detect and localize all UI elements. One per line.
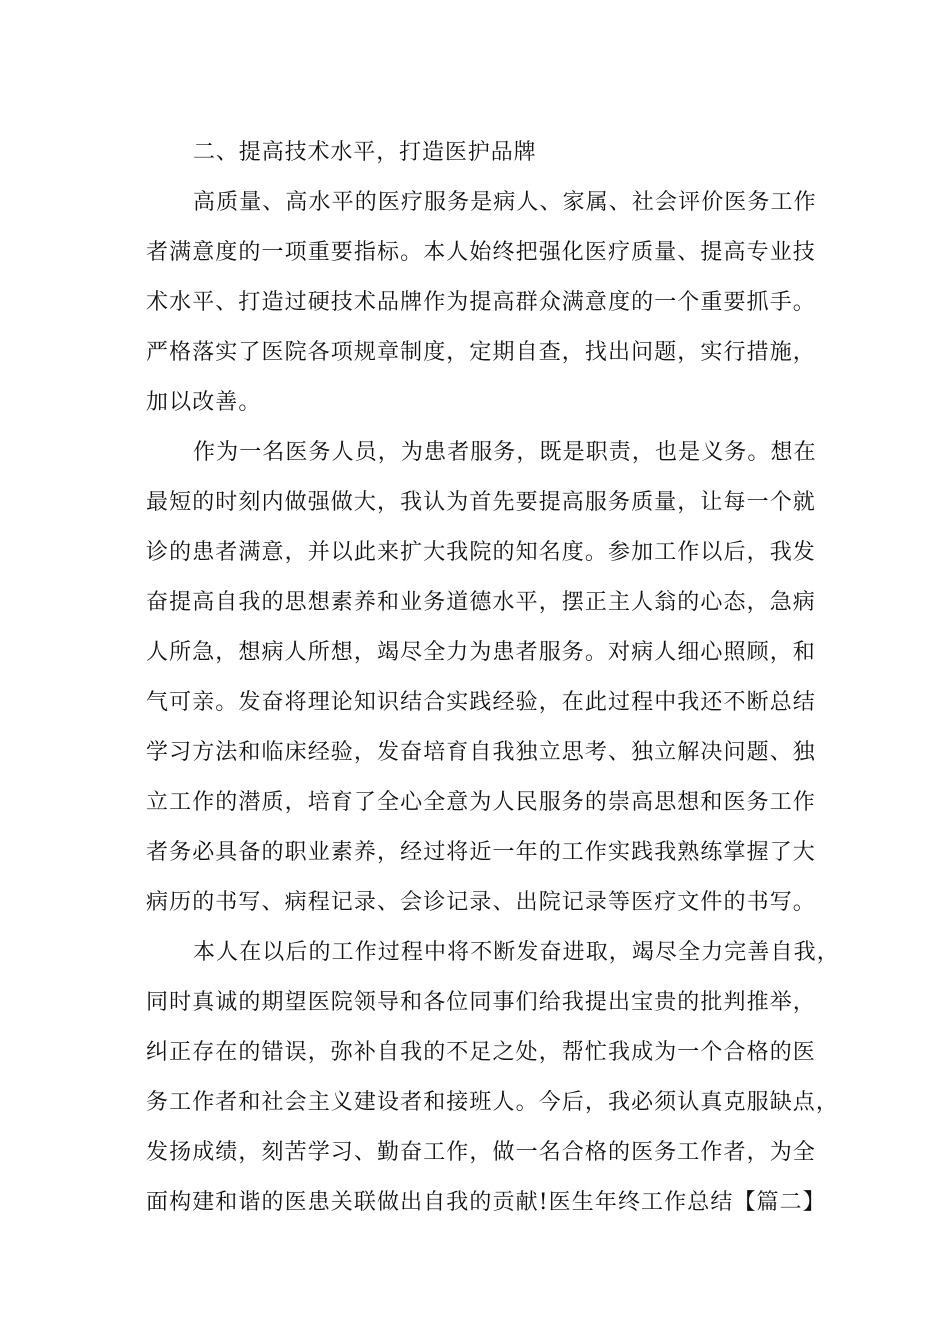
- paragraph-line: 诊的患者满意，并以此来扩大我院的知名度。参加工作以后，我发: [146, 540, 816, 565]
- paragraph-line: 人所急，想病人所想，竭尽全力为患者服务。对病人细心照顾，和: [146, 640, 816, 665]
- paragraph-line: 务工作者和社会主义建设者和接班人。今后，我必须认真克服缺点，: [146, 1090, 840, 1115]
- paragraph-1: [146, 178, 816, 428]
- section-heading: 二、提高技术水平，打造医护品牌: [193, 140, 537, 165]
- paragraph-line: 病历的书写、病程记录、会诊记录、出院记录等医疗文件的书写。: [146, 890, 816, 915]
- paragraph-line: 面构建和谐的医患关联做出自我的贡献!医生年终工作总结【篇二】: [146, 1190, 826, 1215]
- paragraph-line: 作为一名医务人员，为患者服务，既是职责，也是义务。想在: [193, 440, 817, 465]
- paragraph-line: 术水平、打造过硬技术品牌作为提高群众满意度的一个重要抓手。: [146, 290, 816, 315]
- paragraph-line: 奋提高自我的思想素养和业务道德水平，摆正主人翁的心态，急病: [146, 590, 816, 615]
- paragraph-3: [146, 928, 840, 1228]
- paragraph-line: 者满意度的一项重要指标。本人始终把强化医疗质量、提高专业技: [146, 240, 816, 265]
- paragraph-line: 发扬成绩，刻苦学习、勤奋工作，做一名合格的医务工作者，为全: [146, 1140, 816, 1165]
- paragraph-line: 立工作的潜质，培育了全心全意为人民服务的崇高思想和医务工作: [146, 790, 816, 815]
- paragraph-line: 同时真诚的期望医院领导和各位同事们给我提出宝贵的批判推举，: [146, 990, 816, 1015]
- paragraph-line: 严格落实了医院各项规章制度，定期自查，找出问题，实行措施，: [146, 340, 816, 365]
- paragraph-line: 者务必具备的职业素养，经过将近一年的工作实践我熟练掌握了大: [146, 840, 816, 865]
- document-body: [146, 128, 840, 1228]
- paragraph-line: 学习方法和临床经验，发奋培育自我独立思考、独立解决问题、独: [146, 740, 816, 765]
- paragraph-line: 加以改善。: [146, 390, 262, 415]
- paragraph-line: 本人在以后的工作过程中将不断发奋进取，竭尽全力完善自我，: [193, 940, 840, 965]
- paragraph-line: 气可亲。发奋将理论知识结合实践经验，在此过程中我还不断总结: [146, 690, 816, 715]
- paragraph-line: 最短的时刻内做强做大，我认为首先要提高服务质量，让每一个就: [146, 490, 816, 515]
- paragraph-line: 高质量、高水平的医疗服务是病人、家属、社会评价医务工作: [193, 190, 817, 215]
- paragraph-2: [146, 428, 816, 928]
- paragraph-line: 纠正存在的错误，弥补自我的不足之处，帮忙我成为一个合格的医: [146, 1040, 816, 1065]
